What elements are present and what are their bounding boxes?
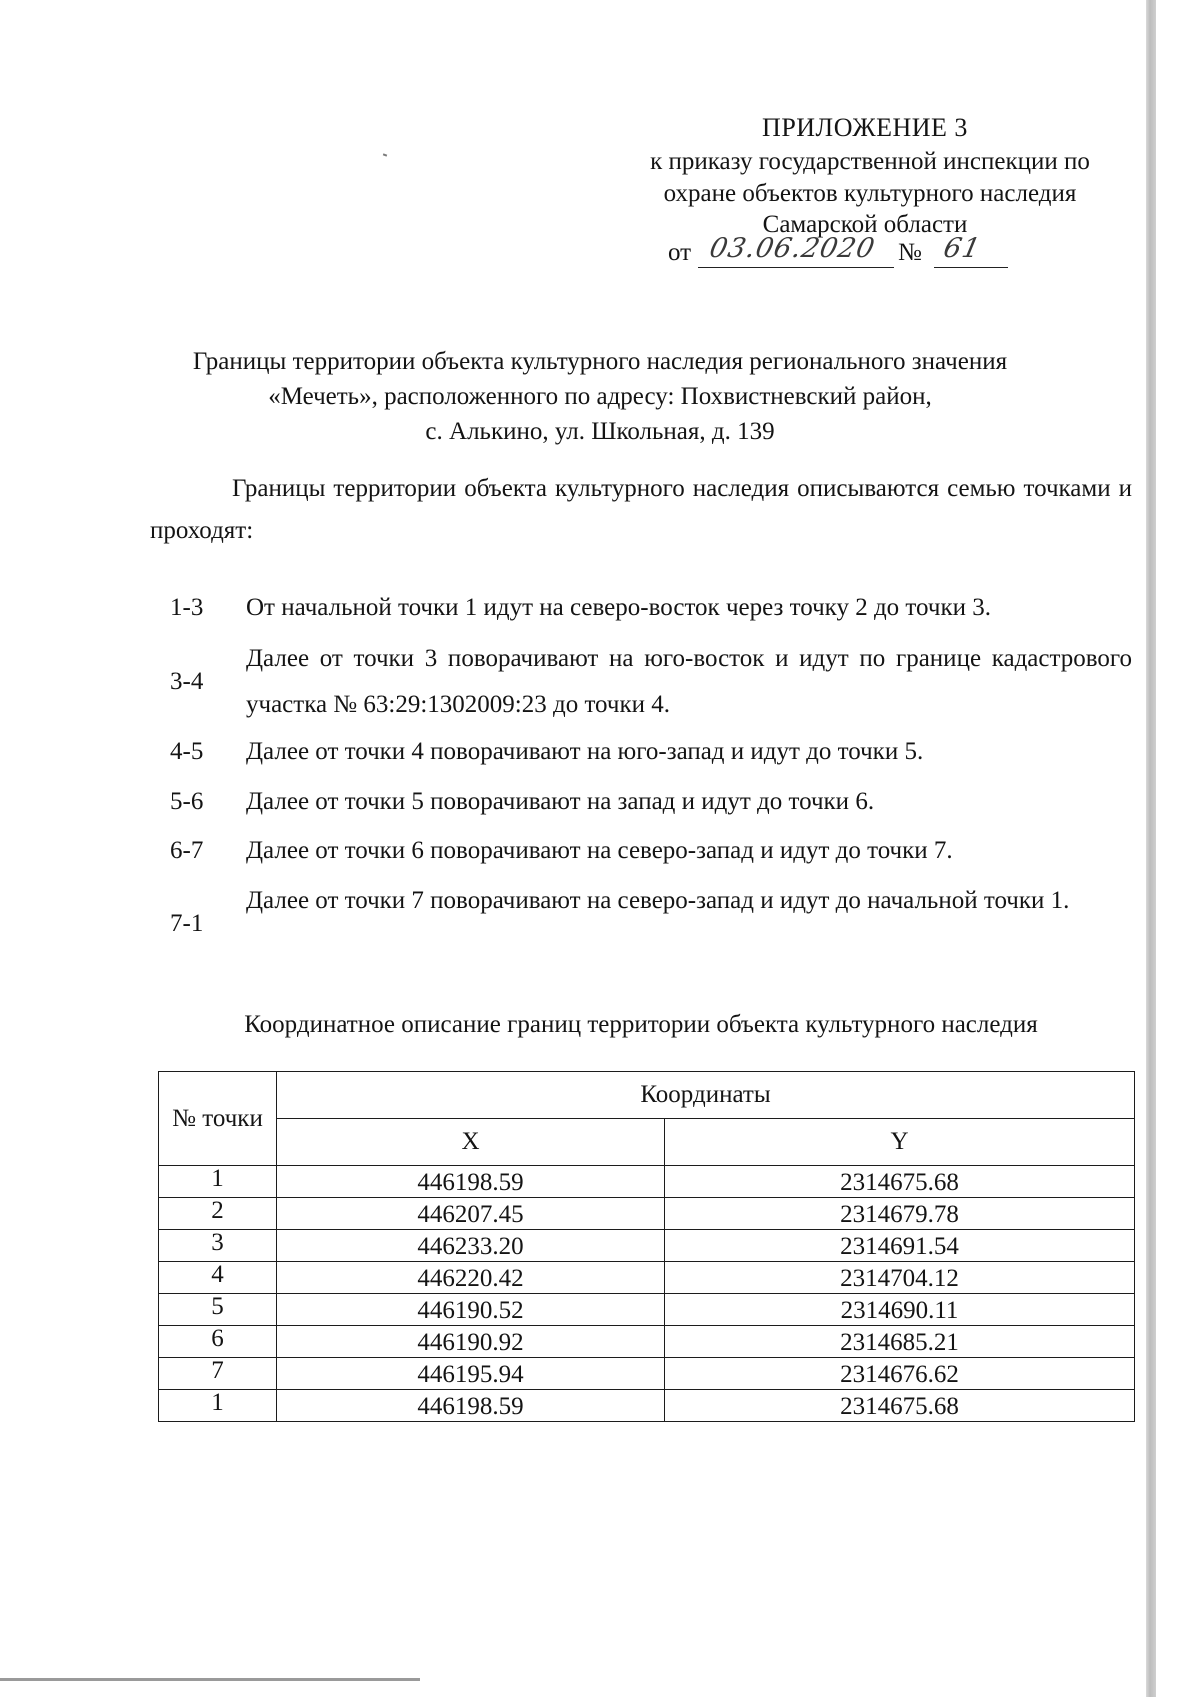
date-underline [698,267,894,268]
segment-text: Далее от точки 3 поворачивают на юго-восток и идут по границе кадастрового участка № 63:29:1302009:23 до точки 4. [246,645,1132,718]
column-header-coordinates: Координаты [277,1072,1135,1119]
segment-code: 6-7 [170,837,204,864]
table-row [159,1230,1135,1262]
title-line-3: с. Алькино, ул. Школьная, д. 139 [425,418,775,445]
table-row [159,1358,1135,1390]
cell-y: 2314676.62 [665,1358,1135,1390]
column-header-x: X [277,1119,665,1166]
title-line-1: Границы территории объекта культурного наследия регионального значения [192,348,1008,375]
cell-x: 446190.92 [277,1326,665,1358]
table-row [159,1166,1135,1198]
cell-y: 2314691.54 [665,1230,1135,1262]
segment-code: 3-4 [170,668,204,695]
scan-speck [383,153,387,156]
intro-text: Границы территории объекта культурного наследия описываются семью точками и проходят: [150,475,1132,544]
cell-y: 2314690.11 [665,1294,1135,1326]
date-label: от [668,239,692,266]
segment-code: 1-3 [170,594,204,621]
cell-point: 3 [159,1230,277,1262]
cell-x: 446195.94 [277,1358,665,1390]
cell-y: 2314675.68 [665,1390,1135,1422]
appendix-line-2: охране объектов культурного наследия [663,180,1077,207]
cell-x: 446220.42 [277,1262,665,1294]
segment-code: 7-1 [170,910,204,937]
column-header-point: № точки [159,1072,277,1166]
table-row [159,1198,1135,1230]
segment-text: Далее от точки 6 поворачивают на северо-запад и идут до точки 7. [246,837,953,864]
scan-edge-bottom [0,1678,420,1681]
cell-y: 2314704.12 [665,1262,1135,1294]
cell-y: 2314675.68 [665,1166,1135,1198]
table-row [159,1326,1135,1358]
cell-point: 6 [159,1326,277,1358]
cell-x: 446233.20 [277,1230,665,1262]
cell-y: 2314685.21 [665,1326,1135,1358]
cell-y: 2314679.78 [665,1198,1135,1230]
appendix-title: ПРИЛОЖЕНИЕ 3 [762,113,968,142]
cell-x: 446207.45 [277,1198,665,1230]
cell-point: 4 [159,1262,277,1294]
table-row [159,1262,1135,1294]
intro-paragraph [150,468,1132,552]
appendix-line-1: к приказу государственной инспекции по [650,148,1090,175]
table-row [159,1294,1135,1326]
coordinates-table [158,1071,1135,1422]
segment-text: Далее от точки 7 поворачивают на северо-запад и идут до начальной точки 1. [246,887,1070,914]
segment-text: Далее от точки 4 поворачивают на юго-запад и идут до точки 5. [246,738,924,765]
cell-x: 446198.59 [277,1390,665,1422]
document-title [150,344,1050,449]
order-date-line [668,233,1008,270]
cell-point: 7 [159,1358,277,1390]
title-line-2: «Мечеть», расположенного по адресу: Похвистневский район, [268,383,932,410]
table-row [159,1390,1135,1422]
handwritten-date: 03.06.2020 [706,233,878,264]
number-label: № [898,239,922,266]
cell-point: 2 [159,1198,277,1230]
segment-code: 4-5 [170,738,204,765]
segment-text: Далее от точки 5 поворачивают на запад и идут до точки 6. [246,788,875,815]
table-caption: Координатное описание границ территории объекта культурного наследия [244,1011,1038,1038]
appendix-line-3: Самарской области [762,211,968,238]
segment-text: От начальной точки 1 идут на северо-восток через точку 2 до точки 3. [246,594,991,621]
cell-x: 446198.59 [277,1166,665,1198]
cell-point: 5 [159,1294,277,1326]
cell-point: 1 [159,1166,277,1198]
handwritten-number: 61 [940,233,984,264]
cell-point: 1 [159,1390,277,1422]
column-header-y: Y [665,1119,1135,1166]
scan-edge-right [1146,0,1156,1697]
cell-x: 446190.52 [277,1294,665,1326]
number-underline [934,267,1008,268]
segment-code: 5-6 [170,788,204,815]
